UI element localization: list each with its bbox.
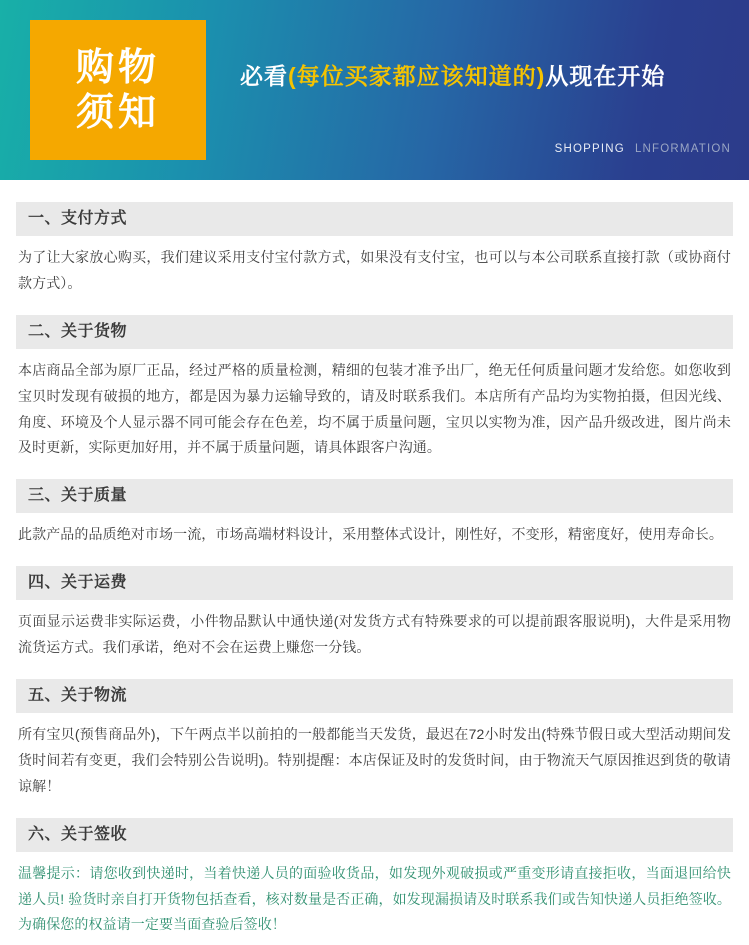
section-receipt bbox=[16, 818, 733, 939]
banner-title-highlight: (每位买家都应该知道的) bbox=[288, 63, 546, 89]
section-body: 本店商品全部为原厂正品，经过严格的质量检测，精细的包装才准予出厂，绝无任何质量问题才发给您。如您收到宝贝时发现有破损的地方，都是因为暴力运输导致的，请及时联系我们。本店所有产品均为实物拍摄，但因光线、角度、环境及个人显示器不同可能会存在色差，均不属于质量问题，宝贝以实物为准，因产品升级改进，图片尚未及时更新，实际更加好用，并不属于质量问题，请具体跟客户沟通。 bbox=[18, 361, 731, 456]
section-heading: 五、关于物流 bbox=[16, 679, 733, 713]
section-goods bbox=[16, 315, 733, 462]
page-banner bbox=[0, 0, 749, 180]
section-body: 页面显示运费非实际运费，小件物品默认中通快递(对发货方式有特殊要求的可以提前跟客服说明)，大件是采用物流货运方式。我们承诺，绝对不会在运费上赚您一分钱。 bbox=[18, 613, 731, 656]
section-body: 所有宝贝(预售商品外)，下午两点半以前拍的一般都能当天发货，最迟在72小时发出(特殊节假日或大型活动期间发货时间若有变更，我们会特别公告说明)。特别提醒：本店保证及时的发货时间，由于物流天气原因推迟到货的敬请谅解！ bbox=[18, 726, 731, 794]
banner-subtitle bbox=[555, 143, 731, 155]
section-body: 温馨提示：请您收到快递时，当着快递人员的面验收货品，如发现外观破损或严重变形请直接拒收，当面退回给快递人员! 验货时亲自打开货物包括查看，核对数量是否正确，如发现漏损请及时联系我们或告知快递人员拒绝签收。为确保您的权益请一定要当面查验后签收！ bbox=[18, 864, 731, 933]
section-payment bbox=[16, 202, 733, 297]
banner-subtitle-right: LNFORMATION bbox=[634, 143, 731, 155]
section-body: 为了让大家放心购买，我们建议采用支付宝付款方式，如果没有支付宝，也可以与本公司联系直接打款（或协商付款方式）。 bbox=[18, 249, 731, 291]
section-quality bbox=[16, 479, 733, 548]
notice-content bbox=[0, 202, 749, 938]
section-shipping-fee bbox=[16, 566, 733, 661]
banner-subtitle-left: SHOPPING bbox=[554, 143, 625, 155]
banner-title bbox=[240, 58, 731, 91]
banner-badge bbox=[30, 20, 206, 160]
section-heading: 四、关于运费 bbox=[16, 566, 733, 600]
banner-title-prefix: 必看 bbox=[240, 63, 288, 89]
banner-badge-line1: 购物 bbox=[75, 45, 160, 90]
section-heading: 二、关于货物 bbox=[16, 315, 733, 349]
section-body: 此款产品的品质绝对市场一流，市场高端材料设计，采用整体式设计，刚性好，不变形，精密度好，使用寿命长。 bbox=[18, 526, 723, 543]
section-heading: 三、关于质量 bbox=[16, 479, 733, 513]
section-heading: 一、支付方式 bbox=[16, 202, 733, 236]
banner-badge-line2: 须知 bbox=[75, 90, 160, 134]
section-heading: 六、关于签收 bbox=[16, 818, 733, 852]
banner-title-suffix: 从现在开始 bbox=[545, 63, 666, 89]
section-logistics bbox=[16, 679, 733, 800]
